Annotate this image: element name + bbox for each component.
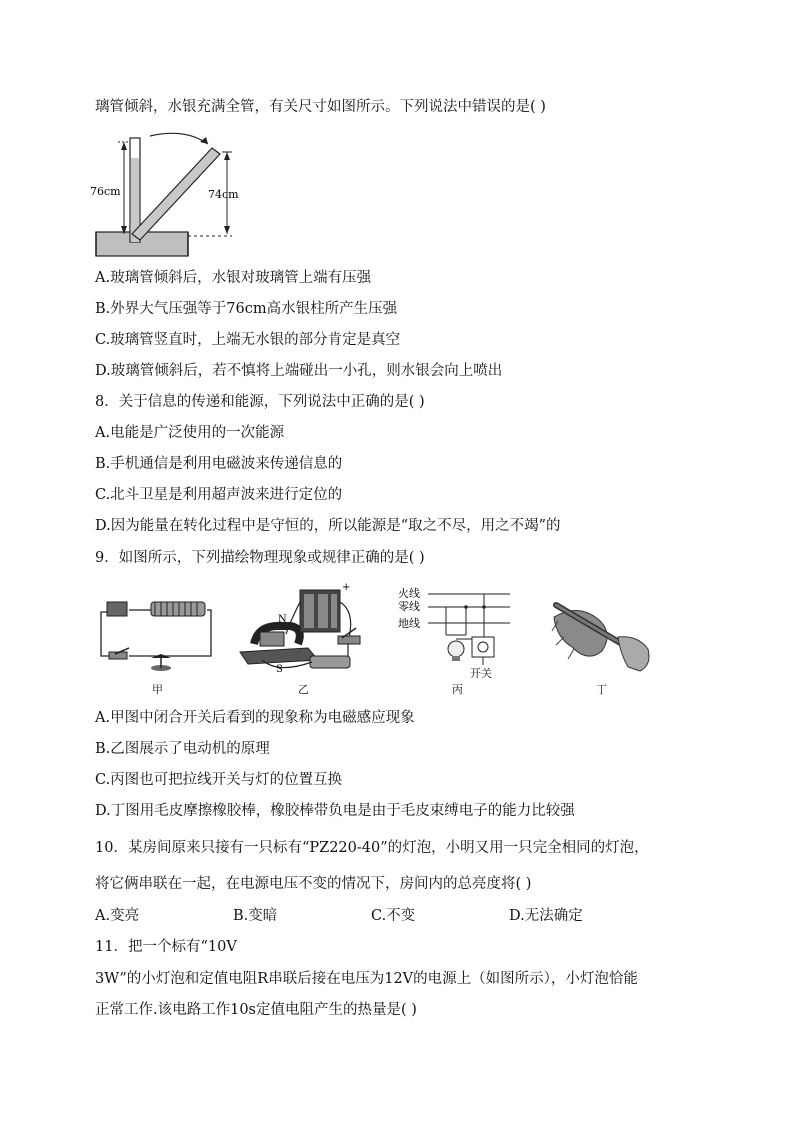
caption-yi: 乙 (298, 683, 309, 696)
oersted-circuit-diagram (95, 592, 215, 672)
switch-label: 开关 (470, 667, 492, 680)
q7-option-c: C.玻璃管竖直时，上端无水银的部分肯定是真空 (95, 332, 401, 348)
q9-option-c: C.丙图也可把拉线开关与灯的位置互换 (95, 772, 343, 788)
wire-ground-label: 地线 (398, 617, 420, 630)
q11-stem-line3: 正常工作.该电路工作10s定值电阻产生的热量是( ) (95, 1002, 417, 1018)
figure-bing (394, 585, 514, 685)
pole-n: N (278, 614, 287, 625)
q10-option-a: A.变亮 (95, 908, 140, 924)
caption-jia: 甲 (152, 683, 163, 696)
torricelli-diagram (90, 128, 250, 258)
caption-bing: 丙 (452, 683, 463, 696)
household-wiring-diagram (394, 585, 514, 685)
wire-neutral-label: 零线 (398, 600, 420, 613)
q10-stem-line1: 10．某房间原来只接有一只标有“PZ220-40”的灯泡，小明又用一只完全相同的灯泡， (95, 840, 649, 856)
figure-yi (238, 582, 368, 680)
label-74cm: 74cm (208, 188, 239, 201)
q10-option-b: B.变暗 (233, 908, 278, 924)
battery-plus: + (342, 582, 351, 593)
caption-ding: 丁 (596, 683, 607, 696)
q8-option-d: D.因为能量在转化过程中是守恒的，所以能源是“取之不尽，用之不竭”的 (95, 518, 561, 534)
q9-option-a: A.甲图中闭合开关后看到的现象称为电磁感应现象 (95, 710, 415, 726)
q11-stem-line1: 11．把一个标有“10V (95, 939, 237, 955)
wire-live-label: 火线 (398, 587, 420, 600)
q7-option-d: D.玻璃管倾斜后，若不慎将上端碰出一小孔，则水银会向上喷出 (95, 363, 503, 379)
figure-jia (95, 592, 215, 672)
q9-stem: 9．如图所示，下列描绘物理现象或规律正确的是( ) (95, 550, 425, 566)
q10-option-d: D.无法确定 (509, 908, 583, 924)
q7-option-a: A.玻璃管倾斜后，水银对玻璃管上端有压强 (95, 270, 372, 286)
figure-ding (548, 597, 658, 677)
q11-stem-line2: 3W”的小灯泡和定值电阻R串联后接在电压为12V的电源上（如图所示），小灯泡恰能 (95, 971, 638, 987)
q7-stem: 璃管倾斜，水银充满全管，有关尺寸如图所示。下列说法中错误的是( ) (95, 99, 546, 115)
q10-option-c: C.不变 (371, 908, 416, 924)
generator-motor-diagram (238, 582, 368, 680)
q8-option-b: B.手机通信是利用电磁波来传递信息的 (95, 456, 343, 472)
q10-stem-line2: 将它俩串联在一起，在电源电压不变的情况下，房间内的总亮度将( ) (95, 876, 532, 892)
label-76cm: 76cm (90, 185, 121, 198)
q8-option-c: C.北斗卫星是利用超声波来进行定位的 (95, 487, 343, 503)
q9-option-d: D.丁图用毛皮摩擦橡胶棒，橡胶棒带负电是由于毛皮束缚电子的能力比较强 (95, 803, 575, 819)
q7-figure-mercury-tube (90, 128, 250, 258)
q8-option-a: A.电能是广泛使用的一次能源 (95, 425, 285, 441)
q9-option-b: B.乙图展示了电动机的原理 (95, 741, 270, 757)
q8-stem: 8．关于信息的传递和能源，下列说法中正确的是( ) (95, 394, 425, 410)
q7-option-b: B.外界大气压强等于76cm高水银柱所产生压强 (95, 301, 398, 317)
pole-s: S (276, 664, 283, 675)
fur-rubber-rod-illustration (548, 597, 658, 677)
